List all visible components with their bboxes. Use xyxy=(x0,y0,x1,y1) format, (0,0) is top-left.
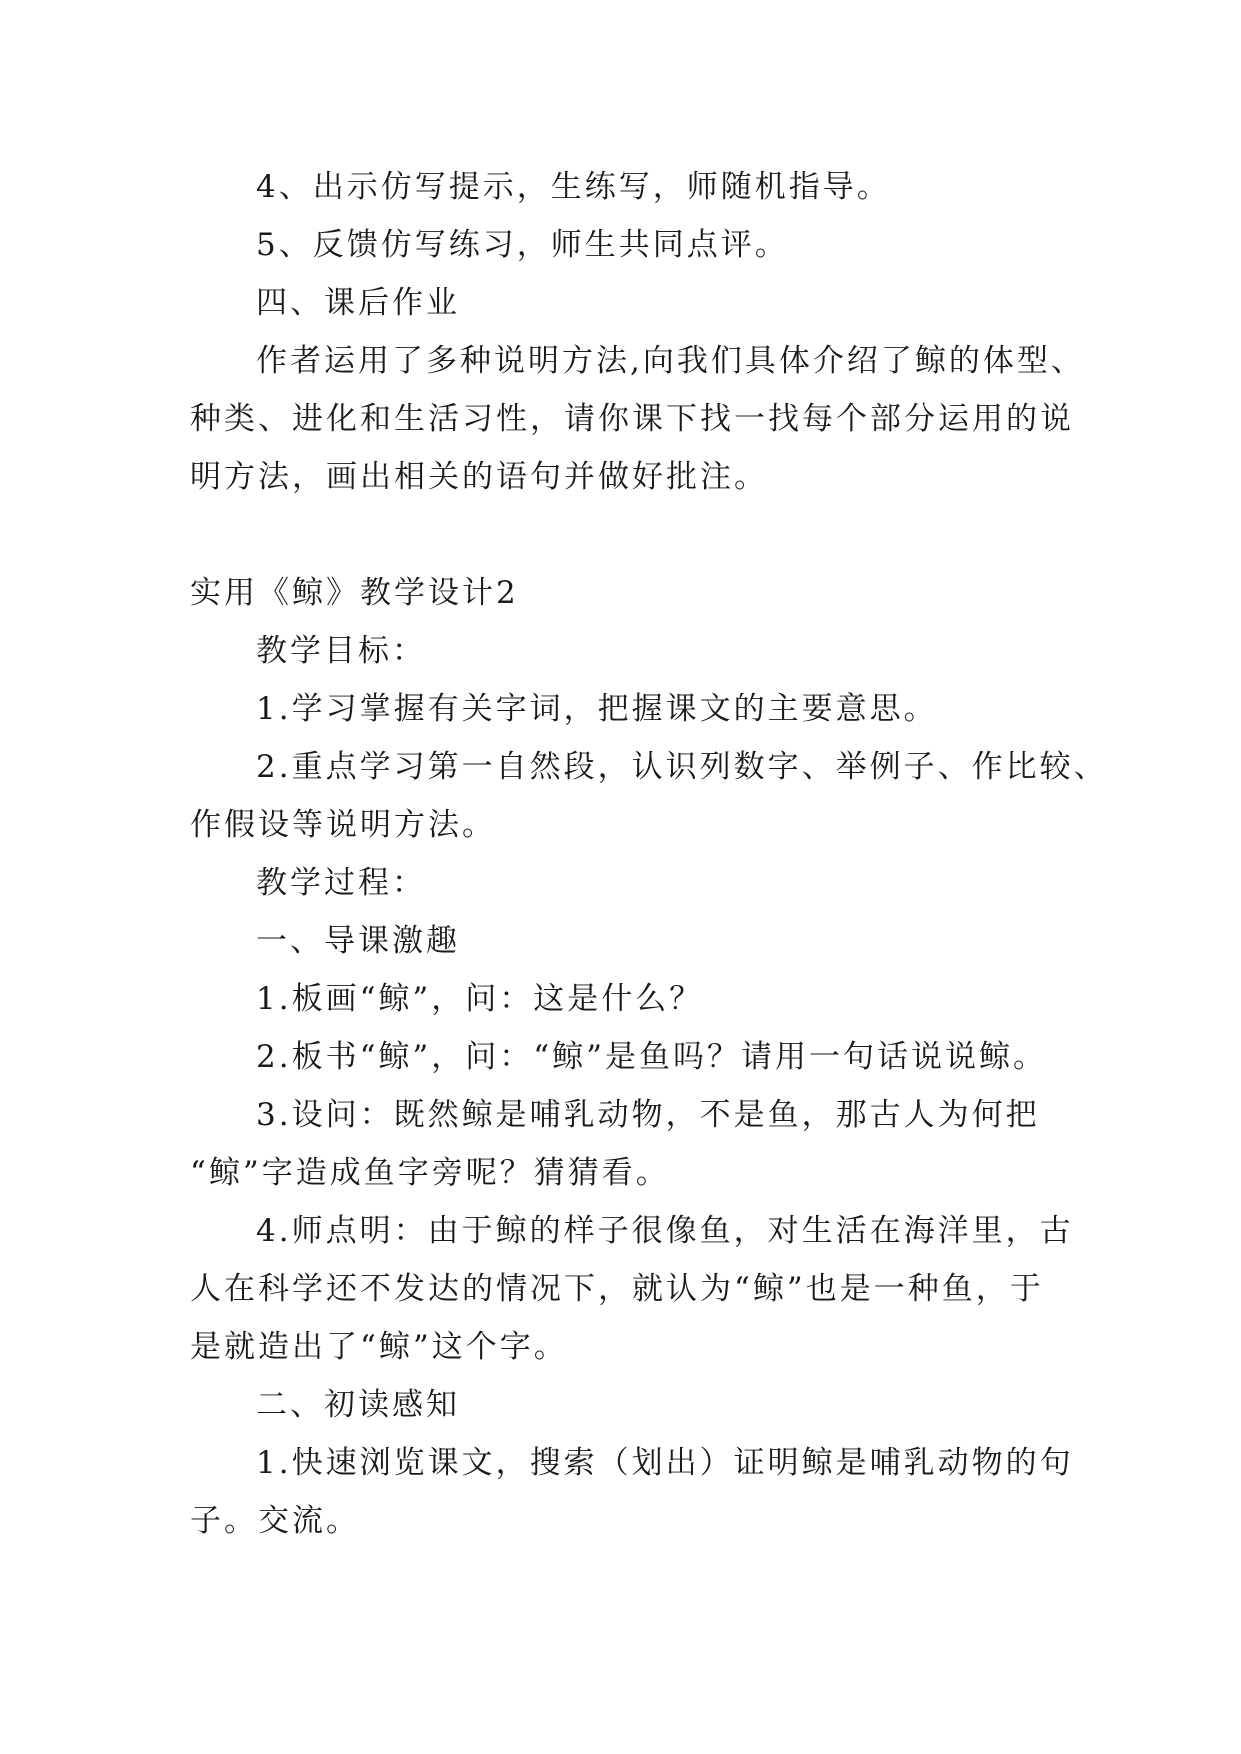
text-line: 教学目标： xyxy=(256,633,426,669)
text-line: 5、反馈仿写练习，师生共同点评。 xyxy=(256,227,789,263)
reading-item-1 xyxy=(190,1434,1074,1550)
text-line: 人在科学还不发达的情况下，就认为“鲸”也是一种鱼，于 xyxy=(190,1271,1044,1307)
intro-item-3 xyxy=(190,1086,1070,1202)
text-line: 子。交流。 xyxy=(190,1503,360,1539)
text-line: 教学过程： xyxy=(256,865,426,901)
text-line: 1.快速浏览课文，搜索（划出）证明鲸是哺乳动物的句 xyxy=(256,1445,1074,1481)
spacer xyxy=(190,506,1070,564)
document-body xyxy=(190,158,1108,1550)
text-line: 2.板书“鲸”，问：“鲸”是鱼吗？请用一句话说说鲸。 xyxy=(256,1039,1047,1075)
text-line: 一、导课激趣 xyxy=(256,923,460,959)
paragraph-step-4 xyxy=(190,158,1070,216)
text-line: 四、课后作业 xyxy=(256,285,460,321)
goal-item-1 xyxy=(190,680,1070,738)
text-line: 是就造出了“鲸”这个字。 xyxy=(190,1329,568,1365)
intro-item-1 xyxy=(190,970,1070,1028)
goal-item-2 xyxy=(190,738,1108,854)
text-line: 4、出示仿写提示，生练写，师随机指导。 xyxy=(256,169,891,205)
text-line: 4.师点明：由于鲸的样子很像鱼，对生活在海洋里，古 xyxy=(256,1213,1074,1249)
text-line: “鲸”字造成鱼字旁呢？猜猜看。 xyxy=(190,1155,670,1191)
intro-item-2 xyxy=(190,1028,1070,1086)
text-line: 明方法，画出相关的语句并做好批注。 xyxy=(190,459,768,495)
section-heading-homework xyxy=(190,274,1070,332)
text-line: 1.板画“鲸”，问：这是什么？ xyxy=(256,981,704,1017)
intro-item-4 xyxy=(190,1202,1074,1376)
heading-teaching-process xyxy=(190,854,1070,912)
text-line: 实用《鲸》教学设计2 xyxy=(190,575,519,611)
text-line: 3.设问：既然鲸是哺乳动物，不是鱼，那古人为何把 xyxy=(256,1097,1040,1133)
paragraph-homework xyxy=(190,332,1085,506)
text-line: 作者运用了多种说明方法,向我们具体介绍了鲸的体型、 xyxy=(256,343,1085,379)
heading-teaching-goals xyxy=(190,622,1070,680)
text-line: 作假设等说明方法。 xyxy=(190,807,496,843)
document-title-2 xyxy=(190,564,1070,622)
text-line: 1.学习掌握有关字词，把握课文的主要意思。 xyxy=(256,691,938,727)
paragraph-step-5 xyxy=(190,216,1070,274)
text-line: 种类、进化和生活习性，请你课下找一找每个部分运用的说 xyxy=(190,401,1074,437)
section-heading-first-reading xyxy=(190,1376,1070,1434)
text-line: 二、初读感知 xyxy=(256,1387,460,1423)
section-heading-intro xyxy=(190,912,1070,970)
text-line: 2.重点学习第一自然段，认识列数字、举例子、作比较、 xyxy=(256,749,1108,785)
